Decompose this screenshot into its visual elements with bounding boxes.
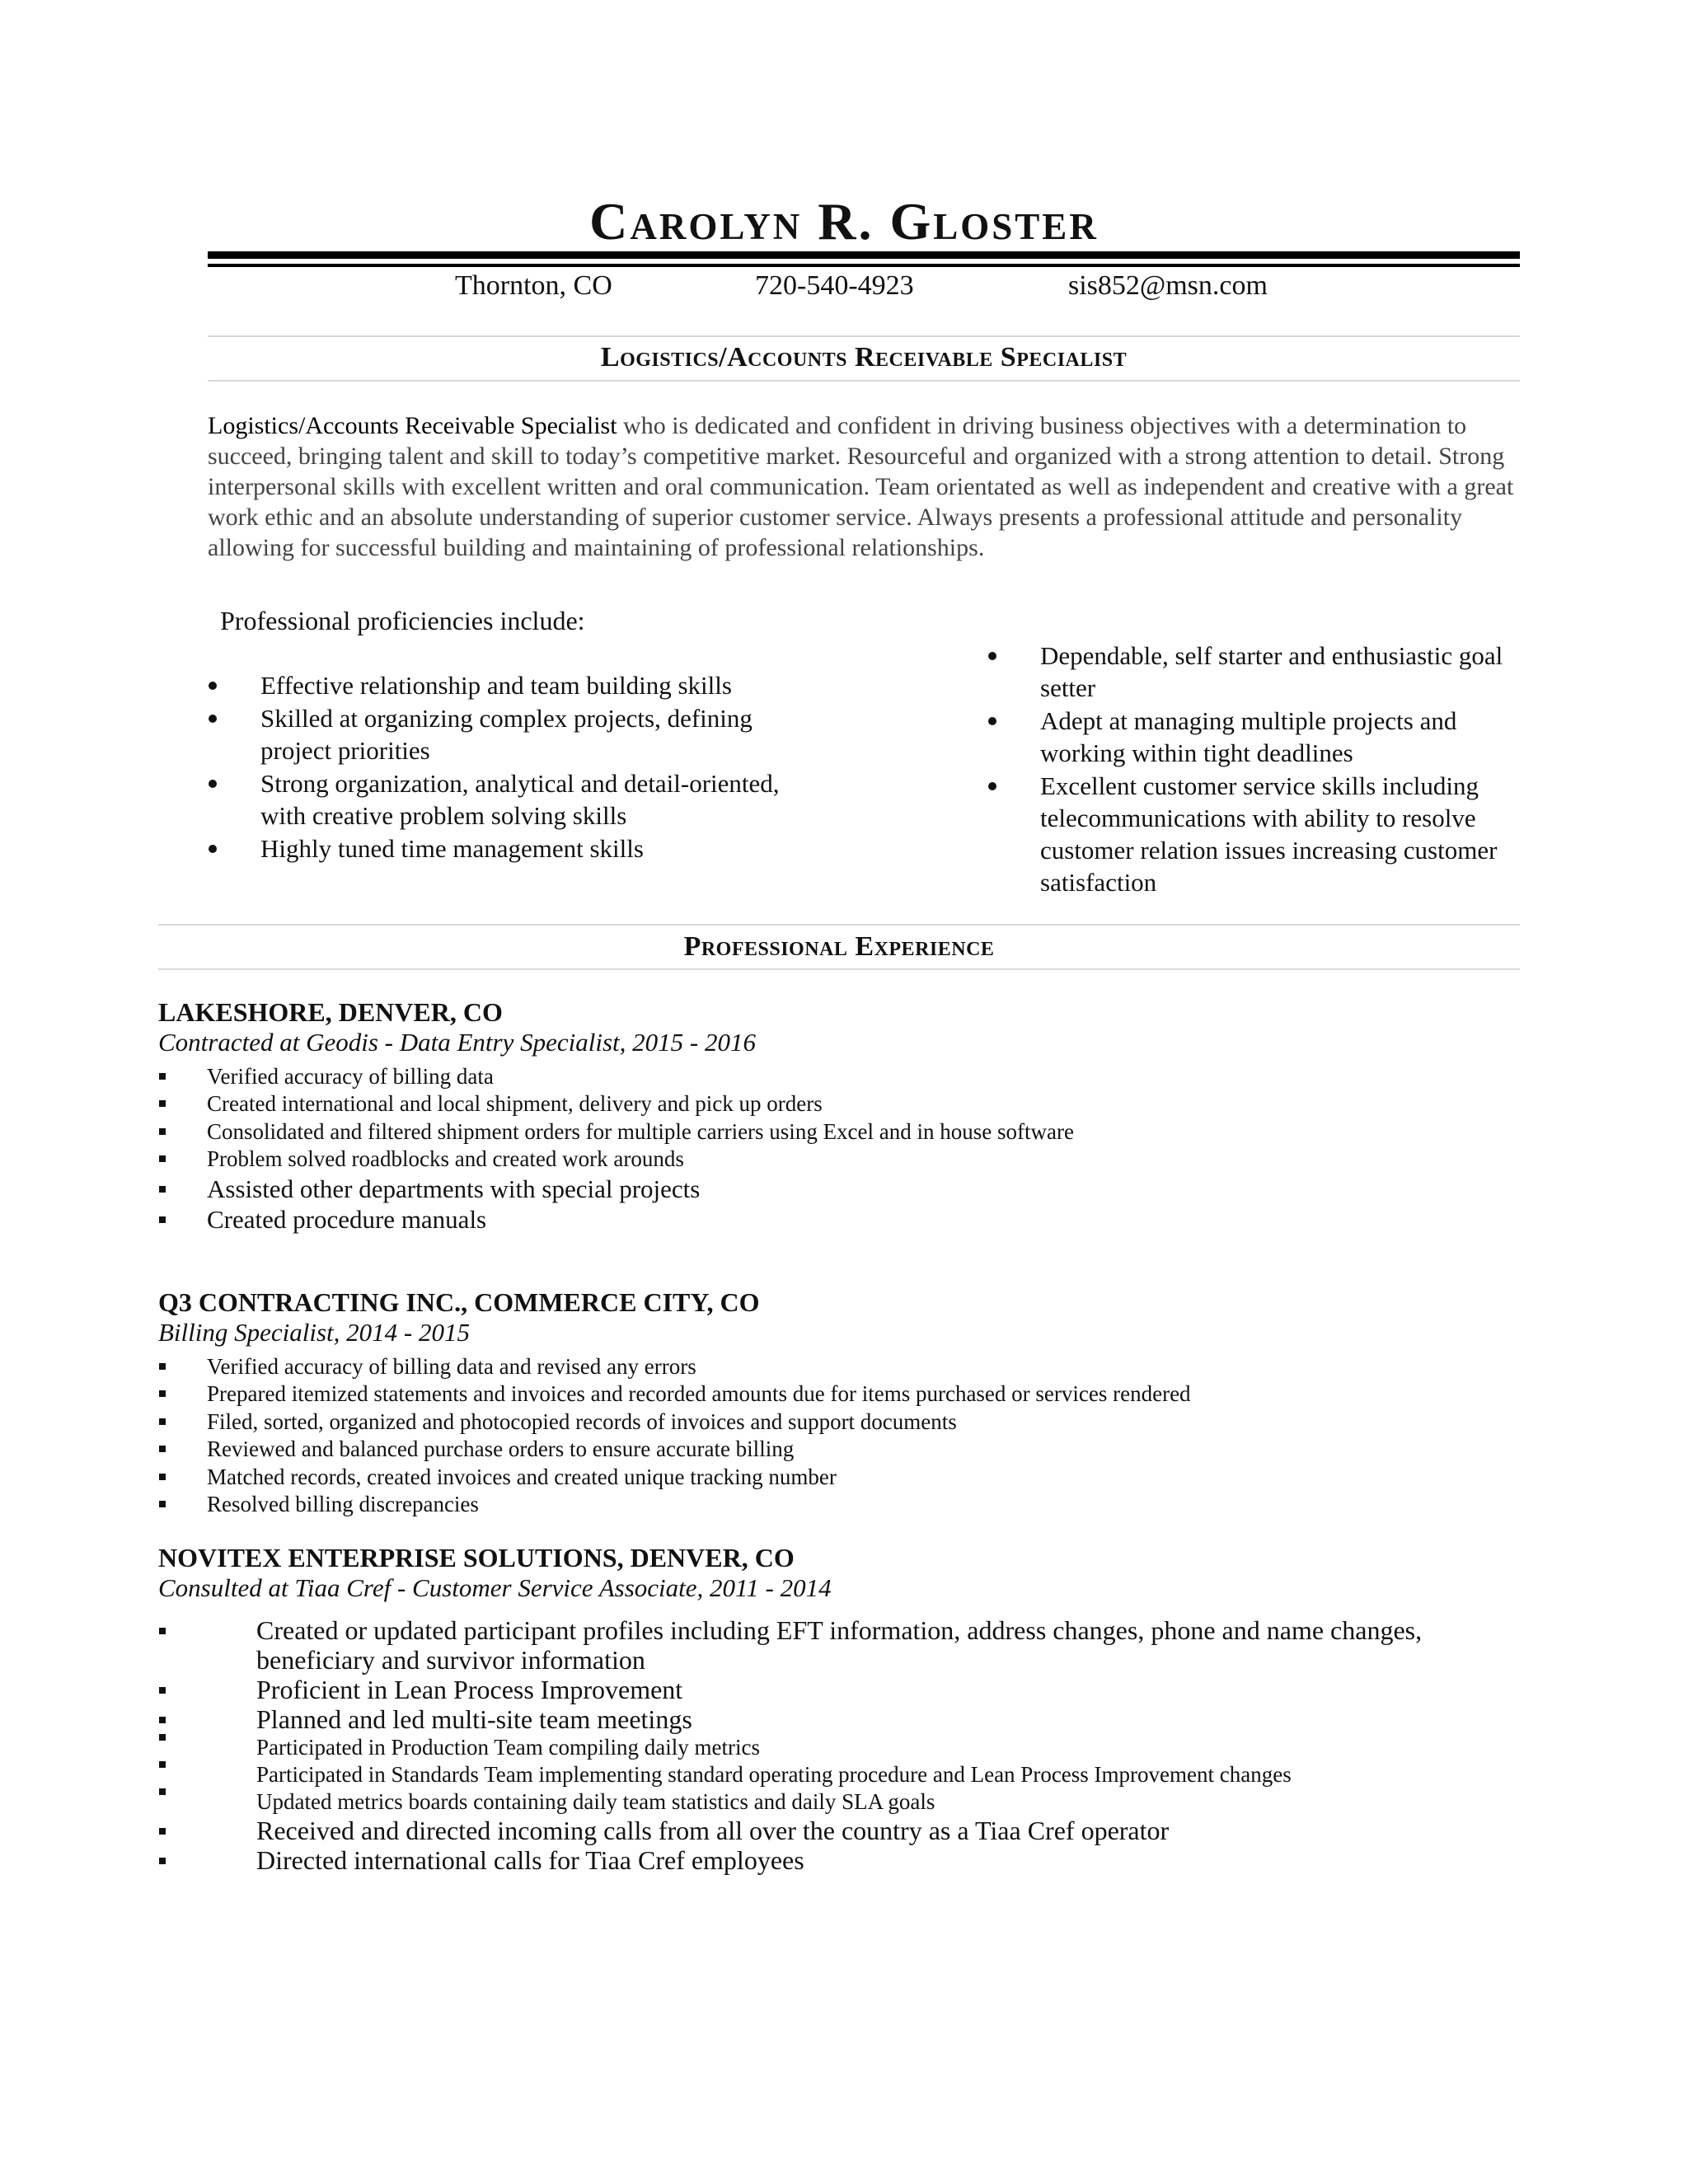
job-bullets: [159, 1615, 1511, 1875]
divider: [158, 968, 1520, 970]
list-item: Reviewed and balanced purchase orders to ensure accurate billing: [159, 1436, 1511, 1463]
list-item: Strong organization, analytical and detail-oriented, with creative problem solving skills: [209, 767, 785, 832]
list-item: Skilled at organizing complex projects, defining project priorities: [209, 702, 785, 766]
proficiencies-left-list: [209, 669, 785, 865]
list-item: Received and directed incoming calls from all over the country as a Tiaa Cref operator: [159, 1816, 1511, 1845]
headline-title: Logistics/Accounts Receivable Specialist: [600, 342, 1128, 373]
list-item: Planned and led multi-site team meetings: [159, 1704, 1511, 1734]
header-rule-thick: [208, 251, 1520, 259]
list-item: Updated metrics boards containing daily team statistics and daily SLA goals: [159, 1788, 1511, 1816]
job-bullets: [159, 1353, 1511, 1518]
job-bullets: [159, 1063, 1511, 1235]
list-item: Problem solved roadblocks and created work arounds: [159, 1146, 1511, 1173]
list-item: Verified accuracy of billing data and revised any errors: [159, 1353, 1511, 1380]
job-company: Q3 CONTRACTING INC., COMMERCE CITY, CO: [158, 1287, 760, 1317]
candidate-name: Carolyn R. Gloster: [589, 192, 1099, 251]
summary-lead: Logistics/Accounts Receivable Specialist: [208, 412, 617, 439]
list-item: Proficient in Lean Process Improvement: [159, 1675, 1511, 1704]
proficiencies-intro: Professional proficiencies include:: [220, 606, 585, 635]
list-item: Verified accuracy of billing data: [159, 1063, 1511, 1090]
job-role: Consulted at Tiaa Cref - Customer Service Associate, 2011 - 2014: [158, 1573, 832, 1602]
list-item: Participated in Production Team compiling daily metrics: [159, 1734, 1511, 1761]
list-item: Highly tuned time management skills: [209, 832, 785, 865]
list-item: Consolidated and filtered shipment orders for multiple carriers using Excel and in house software: [159, 1118, 1511, 1146]
summary-body: who is dedicated and confident in driving business objectives with a determination to succeed, bringing talent and skill to today’s competitive market. Resourceful and organized with a strong attention to detail. Strong interpersonal skills with excellent written and oral communication. Team orientated as well as independent and creative with a great work ethic and an absolute understanding of superior customer service. Always presents a professional attitude and personality allowing for successful building and maintaining of professional relationships.: [208, 412, 1514, 561]
list-item: Directed international calls for Tiaa Cref employees: [159, 1845, 1511, 1875]
list-item: Resolved billing discrepancies: [159, 1491, 1511, 1518]
list-item: Adept at managing multiple projects and working within tight deadlines: [988, 705, 1532, 769]
list-item: Effective relationship and team building skills: [209, 669, 785, 701]
list-item: Created procedure manuals: [159, 1204, 1511, 1235]
job-company: LAKESHORE, DENVER, CO: [158, 997, 503, 1027]
experience-title: Professional Experience: [683, 931, 995, 962]
divider: [208, 380, 1520, 382]
contact-phone: 720-540-4923: [755, 270, 914, 301]
list-item: Created or updated participant profiles including EFT information, address changes, phone and name changes, beneficiary and survivor information: [159, 1615, 1511, 1675]
list-item: Dependable, self starter and enthusiastic goal setter: [988, 640, 1532, 704]
contact-city: Thornton, CO: [455, 270, 612, 301]
list-item: Prepared itemized statements and invoices and recorded amounts due for items purchased or services rendered: [159, 1380, 1511, 1408]
list-item: Participated in Standards Team implementing standard operating procedure and Lean Process Improvement changes: [159, 1761, 1511, 1788]
contact-email: sis852@msn.com: [1068, 270, 1268, 301]
proficiencies-right-list: [988, 640, 1532, 899]
divider: [208, 335, 1520, 337]
list-item: Filed, sorted, organized and photocopied records of invoices and support documents: [159, 1408, 1511, 1436]
job-role: Billing Specialist, 2014 - 2015: [158, 1318, 470, 1347]
job-company: NOVITEX ENTERPRISE SOLUTIONS, DENVER, CO: [158, 1543, 795, 1572]
list-item: Created international and local shipment, delivery and pick up orders: [159, 1090, 1511, 1118]
list-item: Excellent customer service skills including telecommunications with ability to resolve customer relation issues increasing customer satisfaction: [988, 770, 1532, 898]
job-role: Contracted at Geodis - Data Entry Specialist, 2015 - 2016: [158, 1028, 756, 1057]
divider: [158, 924, 1520, 926]
summary-paragraph: [208, 410, 1526, 563]
header-rule-thin: [208, 264, 1520, 267]
list-item: Assisted other departments with special projects: [159, 1174, 1511, 1204]
list-item: Matched records, created invoices and created unique tracking number: [159, 1464, 1511, 1491]
